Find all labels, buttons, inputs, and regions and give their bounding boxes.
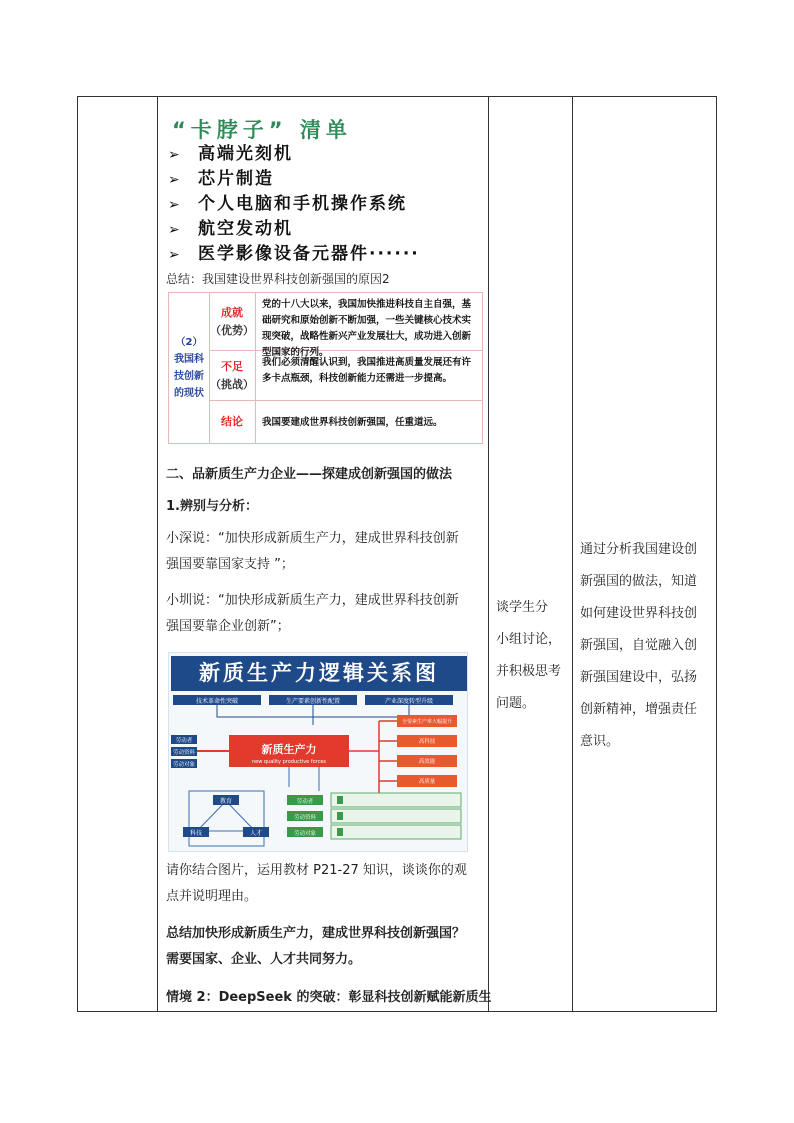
summary-title: 总结：我国建设世界科技创新强国的原因2 (166, 272, 390, 286)
center-sub-label: new quality productive forces (251, 759, 327, 765)
svg-text:高质量: 高质量 (418, 779, 436, 785)
innovation-status-table (168, 292, 483, 444)
xiaochou-quote: 小圳说：“加快形成新质生产力，建成世界科技创新 强国要靠企业创新”； (166, 593, 459, 634)
diagram-title: 新质生产力逻辑关系图 (171, 656, 467, 691)
list-item: ➢ 高端光刻机 (168, 142, 420, 167)
column-divider (488, 96, 489, 1012)
connector-line (217, 705, 409, 725)
table-row (209, 293, 482, 358)
arrow-bullet-icon: ➢ (168, 172, 180, 188)
top-box-label: 生产要素创新性配置 (285, 698, 341, 705)
scenario-title: 情境 2：DeepSeek 的突破：彰显科技创新赋能新质生 (166, 990, 492, 1005)
arrow-bullet-icon: ➢ (168, 247, 180, 263)
triangle-connector (197, 801, 255, 831)
center-label: 新质生产力 (261, 743, 317, 756)
svg-text:高效能: 高效能 (418, 759, 436, 765)
discussion-prompt: 请你结合图片，运用教材 P21-27 知识，谈谈你的观 点并说明理由。 (166, 863, 467, 904)
list-item: ➢ 航空发动机 (168, 217, 420, 242)
svg-text:人才: 人才 (249, 830, 263, 837)
row-label: 成就 （优势） (209, 293, 256, 350)
row-text: 我国要建成世界科技创新强国，任重道远。 (262, 417, 443, 428)
row-text: 我们必须清醒认识到，我国推进高质量发展还有许多卡点瓶颈，科技创新能力还需进一步提高。 (262, 357, 472, 384)
green-marker (337, 812, 343, 820)
student-activity-cell (490, 96, 572, 1012)
svg-text:劳动对象: 劳动对象 (293, 831, 317, 837)
column-divider (572, 96, 573, 1012)
diagram-graphic (169, 691, 467, 851)
row-label: 不足 （挑战） (209, 351, 256, 400)
new-productivity-diagram (168, 652, 468, 852)
green-detail-box (331, 809, 461, 823)
svg-text:高科技: 高科技 (418, 739, 436, 745)
svg-text:劳动资料: 劳动资料 (172, 750, 196, 756)
arrow-bullet-icon: ➢ (168, 147, 180, 163)
list-item: ➢ 芯片制造 (168, 167, 420, 192)
svg-text:劳动资料: 劳动资料 (293, 815, 317, 821)
xiaoshen-quote: 小深说：“加快形成新质生产力，建成世界科技创新 强国要靠国家支持 ”； (166, 531, 459, 572)
list-item: ➢ 个人电脑和手机操作系统 (168, 192, 420, 217)
svg-text:劳动者: 劳动者 (175, 738, 193, 744)
connector-line (349, 721, 397, 795)
svg-text:科技: 科技 (189, 830, 203, 837)
green-detail-box (331, 825, 461, 839)
design-intent-text: 通过分析我国建设创 新强国的做法，知道 如何建设世界科技创 新强国，自觉融入创 新强国建设中，弘扬 创新精神，增强责任 意识。 (580, 542, 698, 749)
table-row (209, 351, 482, 401)
green-marker (337, 828, 343, 836)
subsection-title: 1.辨别与分析： (166, 499, 258, 514)
arrow-bullet-icon: ➢ (168, 197, 180, 213)
section-title: 二、品新质生产力企业——探建成创新强国的做法 (166, 467, 453, 482)
row-text: 党的十八大以来，我国加快推进科技自主自强，基础研究和原始创新不断加强，一些关键核心技术实现突破，战略性新兴产业发展壮大，成功进入创新型国家的行列。 (262, 299, 472, 358)
svg-text:劳动对象: 劳动对象 (172, 762, 196, 768)
row-label: 结论 (209, 401, 256, 443)
conclusion: 总结加快形成新质生产力，建成世界科技创新强国？ 需要国家、企业、人才共同努力。 (166, 926, 466, 967)
connector-line (289, 767, 319, 791)
kabozi-title: “卡脖子” 清单 (172, 118, 352, 142)
list-item: ➢ 医学影像设备元器件······ (168, 242, 420, 267)
main-content-cell (158, 96, 492, 1012)
svg-text:全要素生产率大幅提升: 全要素生产率大幅提升 (401, 719, 453, 725)
top-box-label: 产业深度转型升级 (384, 698, 434, 705)
green-marker (337, 796, 343, 804)
top-box-label: 技术革命性突破 (195, 698, 239, 705)
table-row (209, 401, 482, 443)
design-intent-cell (574, 96, 717, 1012)
green-detail-box (331, 793, 461, 807)
table-row-header: （2） 我国科 技创新 的现状 (169, 293, 210, 443)
kabozi-list (168, 142, 420, 267)
student-activity-text: 谈学生分 小组讨论， 并积极思考 问题。 (496, 600, 562, 711)
svg-text:教育: 教育 (219, 798, 233, 805)
arrow-bullet-icon: ➢ (168, 222, 180, 238)
svg-text:劳动者: 劳动者 (296, 799, 314, 805)
